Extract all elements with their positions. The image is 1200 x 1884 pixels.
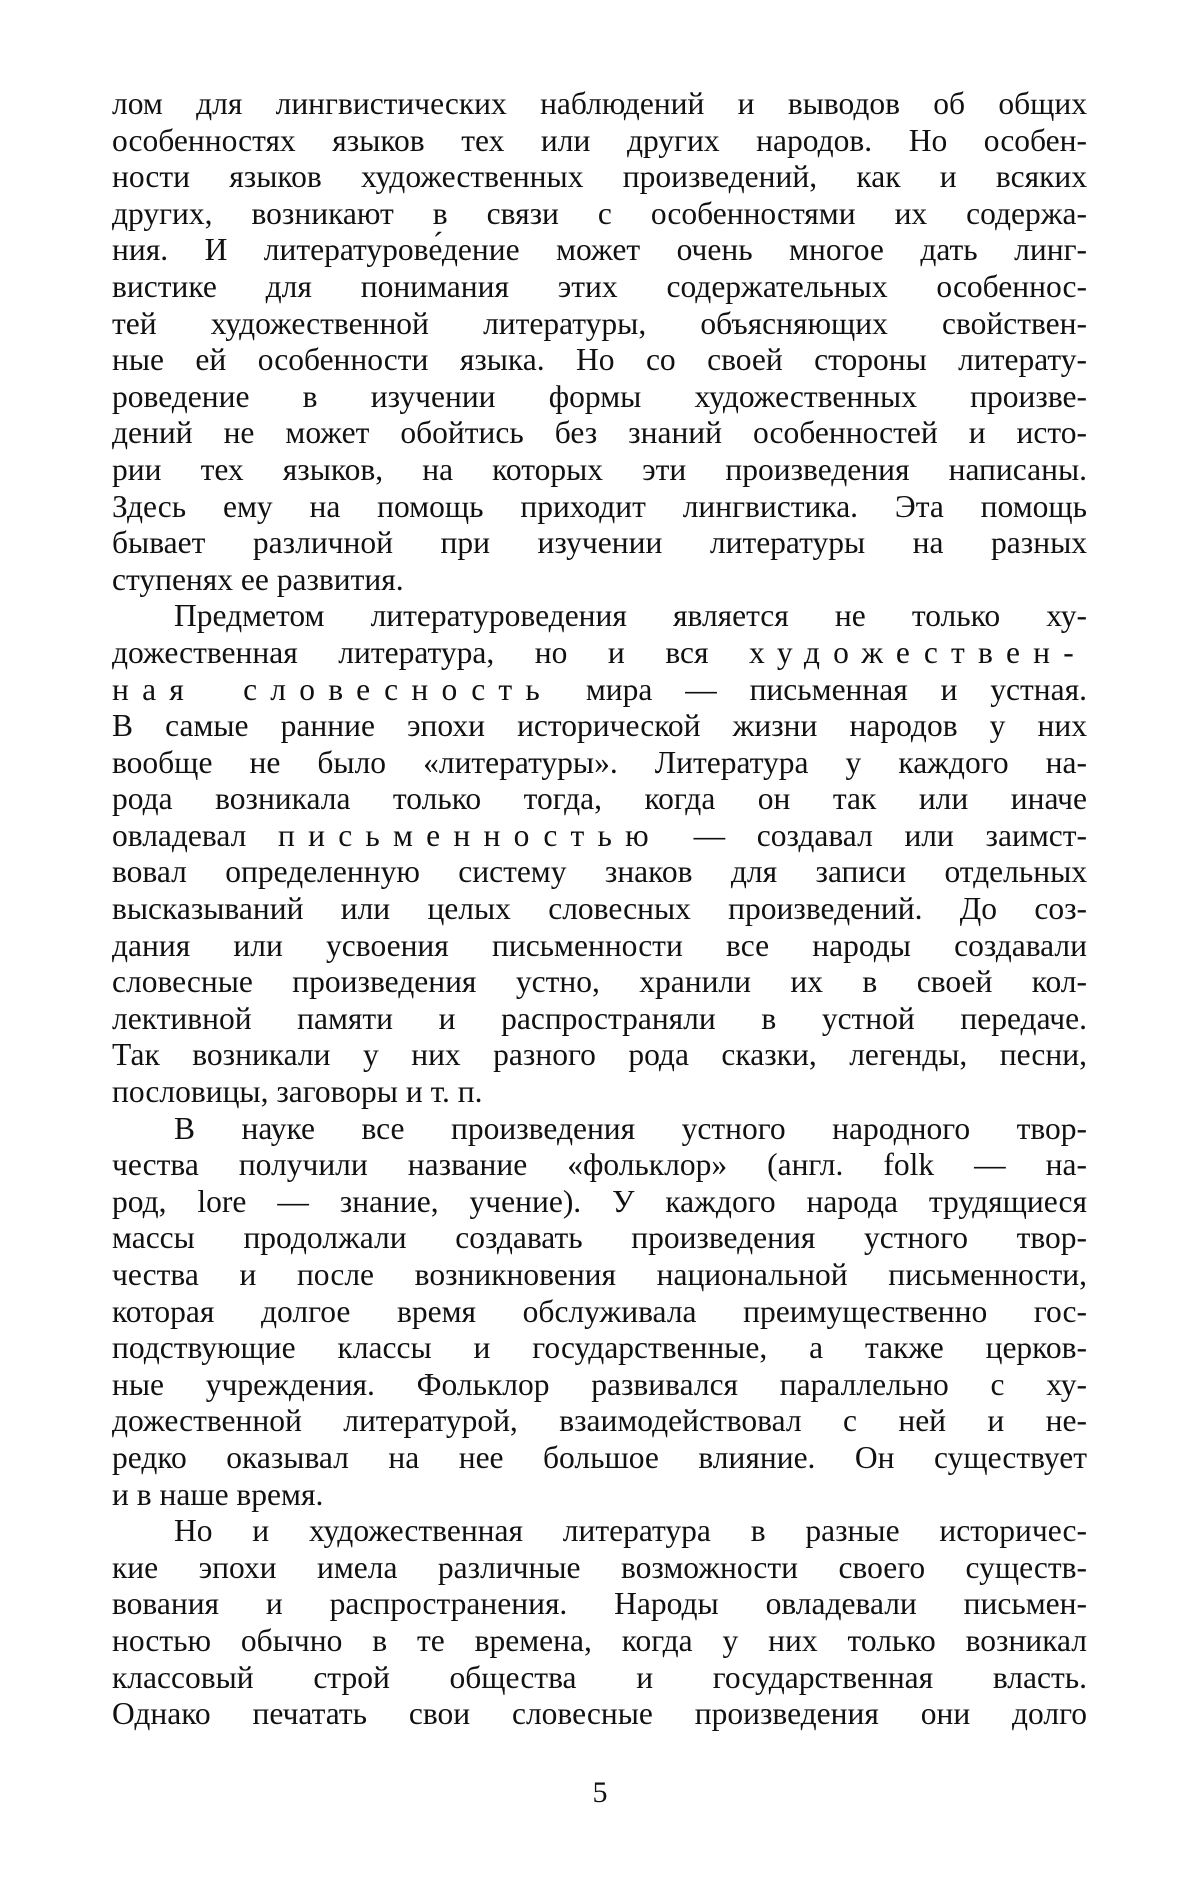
- line-text: чества и после возникновения национальной письменности,: [112, 1257, 1087, 1292]
- text-line: [112, 1037, 1087, 1074]
- text-line: [112, 818, 1087, 855]
- text-line: [112, 379, 1087, 416]
- text-line: [112, 1184, 1087, 1221]
- text-line: [112, 1001, 1087, 1038]
- text-line: [112, 489, 1087, 526]
- text-line: [112, 415, 1087, 452]
- line-text: Однако печатать свои словесные произведения они долго: [112, 1696, 1087, 1732]
- text-line: [112, 1440, 1087, 1477]
- line-text: овладевал: [112, 817, 279, 853]
- line-text: лективной памяти и распространяли в устной передаче.: [112, 1000, 1087, 1036]
- line-text: массы продолжали создавать произведения устного твор-: [112, 1220, 1087, 1256]
- text-line: [112, 1586, 1087, 1623]
- text-line: [112, 452, 1087, 489]
- text-line: [112, 1550, 1087, 1587]
- line-text: дений не может обойтись без знаний особенностей и исто-: [112, 415, 1087, 451]
- line-text: В самые ранние эпохи исторической жизни народов у них: [112, 708, 1087, 744]
- text-line: [112, 708, 1087, 745]
- text-line: [112, 1623, 1087, 1660]
- line-text: особенностях языков тех или других народов. Но особен-: [112, 122, 1087, 158]
- text-line: [112, 1660, 1087, 1697]
- line-text: дания или усвоения письменности все народы создавали: [112, 927, 1087, 963]
- line-text: высказываний или целых словесных произведений. До соз-: [112, 891, 1087, 927]
- line-text: редко оказывал на нее большое влияние. Он существует: [112, 1439, 1087, 1475]
- text-line: [112, 525, 1087, 562]
- text-line: [112, 598, 1087, 635]
- spaced-emphasis: письменностью: [278, 817, 662, 853]
- text-line: [112, 854, 1087, 891]
- text-line: [112, 1257, 1087, 1294]
- body-text: [112, 86, 1087, 1733]
- text-line: [112, 1220, 1087, 1257]
- text-line: [112, 1074, 1087, 1111]
- line-text: чества получили название «фольклор» (англ. folk — на-: [112, 1147, 1087, 1183]
- text-line: [112, 232, 1087, 269]
- line-text: Но и художественная литература в разные историчес-: [174, 1513, 1087, 1549]
- text-line: [112, 672, 1087, 709]
- text-line: [112, 1367, 1087, 1404]
- line-text: кие эпохи имела различные возможности своего существ-: [112, 1549, 1087, 1585]
- line-text: рода возникала только тогда, когда он так или иначе: [112, 781, 1087, 817]
- line-text: которая долгое время обслуживала преимущественно гос-: [112, 1293, 1087, 1329]
- line-text: Здесь ему на помощь приходит лингвистика. Эта помощь: [112, 488, 1087, 524]
- text-line: [112, 562, 1087, 599]
- text-line: [112, 1111, 1087, 1148]
- line-text: Предметом литературоведения является не только ху-: [174, 598, 1087, 634]
- text-line: [112, 159, 1087, 196]
- line-text: подствующие классы и государственные, а также церков-: [112, 1330, 1087, 1366]
- line-text: роведение в изучении формы художественных произве-: [112, 378, 1087, 414]
- text-line: [112, 1403, 1087, 1440]
- text-line: [112, 86, 1087, 123]
- text-line: [112, 1477, 1087, 1514]
- line-text: вистике для понимания этих содержательных особеннос-: [112, 268, 1087, 304]
- line-text: ностью обычно в те времена, когда у них только возникал: [112, 1622, 1087, 1658]
- line-text: ные учреждения. Фольклор развивался параллельно с ху-: [112, 1366, 1087, 1402]
- line-text: ступенях ее развития.: [112, 561, 404, 597]
- text-line: [112, 1147, 1087, 1184]
- page-number: 5: [592, 1776, 608, 1809]
- text-line: [112, 781, 1087, 818]
- line-text: вования и распространения. Народы овладевали письмен-: [112, 1586, 1087, 1622]
- text-line: [112, 1513, 1087, 1550]
- line-text: ния. И литературове́дение может очень многое дать линг-: [112, 232, 1087, 268]
- line-text: дожественная литература, но и вся: [112, 634, 750, 670]
- line-text: тей художественной литературы, объясняющих свойствен-: [112, 305, 1087, 341]
- line-text: мира — письменная и устная.: [553, 671, 1087, 707]
- line-text: словесные произведения устно, хранили их в своей кол-: [112, 964, 1087, 1000]
- text-line: [112, 269, 1087, 306]
- text-line: [112, 1294, 1087, 1331]
- line-text: дожественной литературой, взаимодействовал с ней и не-: [112, 1403, 1087, 1439]
- line-text: ности языков художественных произведений, как и всяких: [112, 159, 1087, 195]
- text-line: [112, 1330, 1087, 1367]
- line-text: других, возникают в связи с особенностями их содержа-: [112, 195, 1087, 231]
- text-line: [112, 891, 1087, 928]
- text-line: [112, 306, 1087, 343]
- line-text: ные ей особенности языка. Но со своей стороны литерату-: [112, 342, 1087, 378]
- spaced-emphasis: ная словесность: [112, 671, 554, 707]
- line-text: род, lore — знание, учение). У каждого народа трудящиеся: [112, 1183, 1087, 1219]
- line-text: В науке все произведения устного народного твор-: [174, 1110, 1087, 1146]
- line-text: пословицы, заговоры и т. п.: [112, 1074, 483, 1110]
- text-line: [112, 196, 1087, 233]
- text-line: [112, 1696, 1087, 1733]
- line-text: Так возникали у них разного рода сказки, легенды, песни,: [112, 1037, 1087, 1073]
- line-text: классовый строй общества и государственная власть.: [112, 1659, 1087, 1695]
- text-line: [112, 635, 1087, 672]
- line-text: лом для лингвистических наблюдений и выводов об общих: [112, 86, 1087, 121]
- text-line: [112, 928, 1087, 965]
- line-text: бывает различной при изучении литературы на разных: [112, 525, 1087, 561]
- text-line: [112, 964, 1087, 1001]
- text-line: [112, 123, 1087, 160]
- line-text: — создавал или заимст-: [661, 817, 1088, 853]
- line-text: вовал определенную систему знаков для записи отдельных: [112, 854, 1087, 890]
- line-text: рии тех языков, на которых эти произведения написаны.: [112, 451, 1087, 487]
- spaced-emphasis: художествен-: [749, 634, 1087, 670]
- line-text: вообще не было «литературы». Литература у каждого на-: [112, 744, 1087, 780]
- text-line: [112, 342, 1087, 379]
- text-line: [112, 745, 1087, 782]
- line-text: и в наше время.: [112, 1476, 324, 1512]
